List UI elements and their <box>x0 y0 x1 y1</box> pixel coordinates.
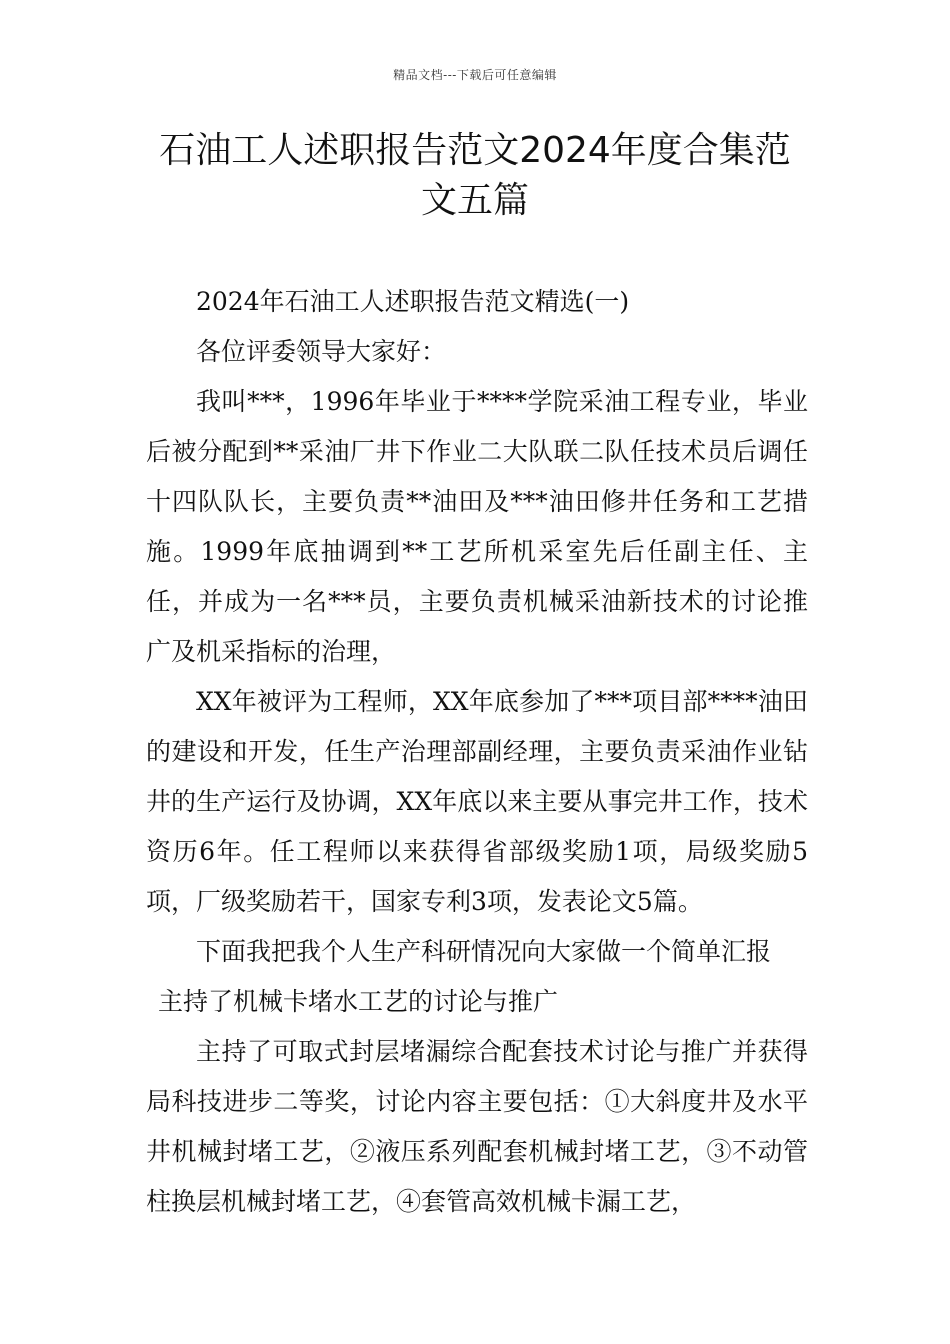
document-title: 石油工人述职报告范文2024年度合集范文五篇 <box>159 130 791 221</box>
paragraph-report-lead: 下面我把我个人生产科研情况向大家做一个简单汇报 <box>196 937 772 966</box>
header-note: 精品文档---下载后可任意编辑 <box>393 68 557 82</box>
section-heading: 2024年石油工人述职报告范文精选(一) <box>196 287 630 316</box>
paragraph-research: 主持了可取式封层堵漏综合配套技术讨论与推广并获得局科技进步二等奖，讨论内容主要包括：①大斜度井及水平井机械封堵工艺，②液压系列配套机械封堵工艺，③不动管柱换层机械封堵工艺，④套管高效机械卡漏工艺， <box>146 1037 808 1216</box>
paragraph-career: XX年被评为工程师，XX年底参加了***项目部****油田的建设和开发，任生产治理部副经理，主要负责采油作业钻井的生产运行及协调，XX年底以来主要从事完井工作，技术资历6年。任工程师以来获得省部级奖励1项，局级奖励5项，厂级奖励若干，国家专利3项，发表论文5篇。 <box>146 687 808 916</box>
document-body <box>146 277 808 1227</box>
subheading-water-shutoff: 主持了机械卡堵水工艺的讨论与推广 <box>158 987 559 1016</box>
paragraph-intro: 我叫***，1996年毕业于****学院采油工程专业，毕业后被分配到**采油厂井下作业二大队联二队任技术员后调任十四队队长，主要负责**油田及***油田修井任务和工艺措施。1999年底抽调到**工艺所机采室先后任副主任、主任，并成为一名***员，主要负责机械采油新技术的讨论推广及机采指标的治理， <box>146 387 808 666</box>
salutation: 各位评委领导大家好： <box>196 337 447 366</box>
